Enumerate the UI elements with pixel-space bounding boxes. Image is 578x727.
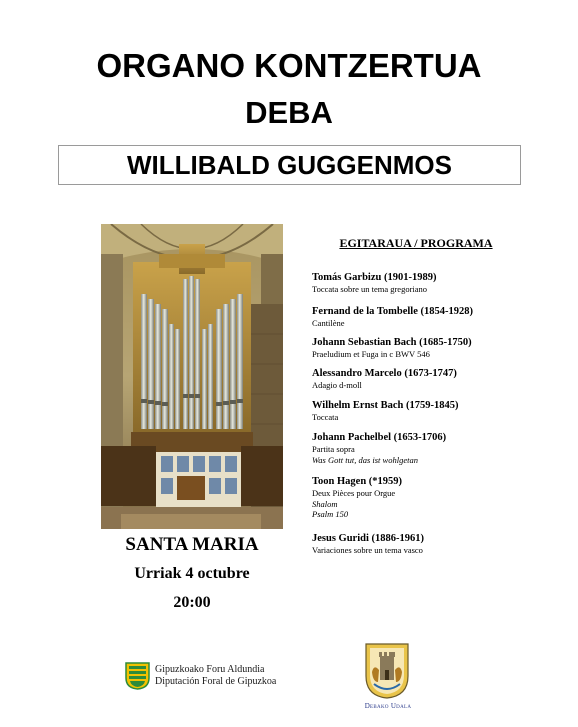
- program-item: [312, 532, 532, 556]
- composer-name: Alessandro Marcelo (1673-1747): [312, 368, 457, 379]
- deba-shield-icon: [364, 642, 410, 700]
- program-item: [312, 271, 532, 295]
- program-heading: EGITARAUA / PROGRAMA: [339, 236, 493, 250]
- gipuzkoa-name-basque: Gipuzkoako Foru Aldundia: [155, 664, 265, 675]
- performer-name: WILLIBALD GUGGENMOS: [127, 150, 452, 180]
- program-item: [312, 475, 532, 520]
- deba-caption: Debako Udala: [364, 702, 412, 710]
- composer-name: Johann Pachelbel (1653-1706): [312, 432, 447, 443]
- composer-name: Fernand de la Tombelle (1854-1928): [312, 306, 474, 317]
- gipuzkoa-name-spanish: Diputación Foral de Gipuzkoa: [155, 676, 277, 687]
- event-date: Urriak 4 octubre: [134, 565, 250, 582]
- gipuzkoa-caption: [155, 664, 276, 688]
- work-title: Psalm 150: [312, 509, 349, 519]
- composer-name: Johann Sebastian Bach (1685-1750): [312, 337, 472, 348]
- program-item: [312, 305, 532, 329]
- program-item: [312, 367, 532, 391]
- venue-name: SANTA MARIA: [125, 534, 259, 555]
- performer-frame: [58, 145, 521, 185]
- work-title: Variaciones sobre un tema vasco: [312, 545, 423, 555]
- work-title: Deux Pièces pour Orgue: [312, 488, 396, 498]
- work-title: Toccata sobre un tema gregoriano: [312, 284, 428, 294]
- work-title: Partita sopra: [312, 444, 355, 454]
- composer-name: Wilhelm Ernst Bach (1759-1845): [312, 400, 459, 411]
- work-title: Shalom: [312, 498, 338, 509]
- poster-subtitle: DEBA: [245, 95, 333, 130]
- program-item: [312, 336, 532, 360]
- program-item: [312, 399, 532, 423]
- composer-name: Tomás Garbizu (1901-1989): [312, 272, 437, 283]
- composer-name: Jesus Guridi (1886-1961): [312, 533, 425, 544]
- work-title: Cantilène: [312, 318, 345, 328]
- work-title: Praeludium et Fuga in c BWV 546: [312, 349, 430, 359]
- work-title: Adagio d-moll: [312, 380, 362, 390]
- work-title: Toccata: [312, 412, 339, 422]
- program-item: [312, 431, 532, 465]
- poster-title: ORGANO KONTZERTUA: [96, 47, 482, 84]
- gipuzkoa-logo-icon: [125, 662, 150, 690]
- composer-name: Toon Hagen (*1959): [312, 476, 403, 487]
- event-time: 20:00: [173, 594, 211, 611]
- work-title: Was Gott tut, das ist wohlgetan: [312, 454, 418, 465]
- organ-photo: [101, 224, 283, 529]
